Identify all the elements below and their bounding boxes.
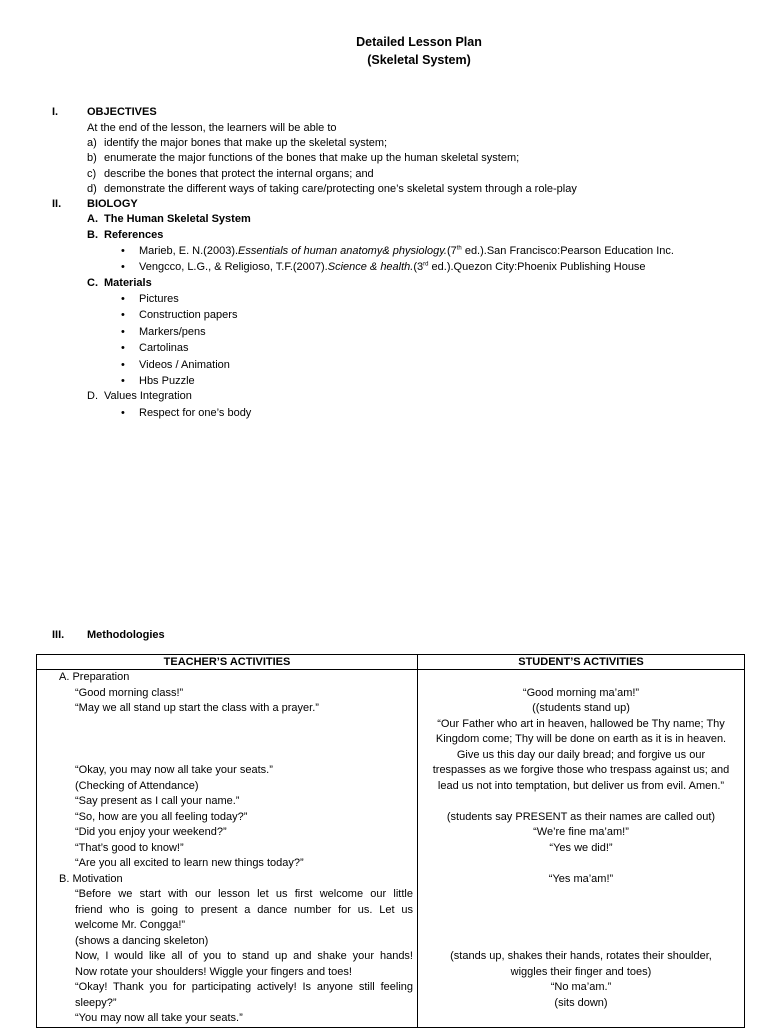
document-title: Detailed Lesson Plan bbox=[356, 35, 482, 49]
teacher-line: “Say present as I call your name.” bbox=[75, 795, 240, 807]
student-line bbox=[418, 1011, 744, 1027]
objective-letter: d) bbox=[87, 182, 97, 195]
teacher-line: B. Motivation bbox=[59, 872, 123, 885]
objective-item: demonstrate the different ways of taking care/protecting one’s skeletal system through a role-play bbox=[104, 182, 577, 195]
student-line bbox=[418, 918, 744, 934]
student-line bbox=[418, 856, 744, 872]
teacher-line: “Are you all excited to learn new things today?” bbox=[75, 857, 304, 869]
biology-references-heading: References bbox=[104, 229, 164, 241]
reference-item bbox=[139, 261, 646, 274]
bullet-icon: • bbox=[121, 309, 125, 322]
reference-item bbox=[139, 245, 674, 258]
objective-item: enumerate the major functions of the bones that make up the human skeletal system; bbox=[104, 152, 520, 165]
biology-letter-a: A. bbox=[87, 213, 98, 225]
student-line: “Yes ma’am!” bbox=[548, 872, 614, 885]
reference-title: Essentials of human anatomy& physiology. bbox=[238, 245, 447, 257]
reference-edition: (3 bbox=[413, 261, 424, 273]
bullet-icon: • bbox=[121, 261, 125, 273]
teacher-line: “Okay, you may now all take your seats.” bbox=[75, 764, 273, 776]
bullet-icon: • bbox=[121, 245, 125, 257]
teacher-line: “So, how are you all feeling today?” bbox=[75, 810, 248, 823]
teacher-line: “Good morning class!” bbox=[75, 686, 184, 699]
objective-letter: b) bbox=[87, 152, 97, 165]
teacher-line: Now, I would like all of you to stand up and shake your hands! bbox=[75, 950, 413, 962]
biology-topic-a: The Human Skeletal System bbox=[104, 213, 251, 225]
student-line bbox=[418, 670, 744, 686]
student-activities-header: STUDENT’S ACTIVITIES bbox=[418, 655, 745, 670]
biology-letter-d: D. bbox=[87, 390, 98, 402]
student-line: (sits down) bbox=[554, 996, 608, 1009]
biology-letter-c: C. bbox=[87, 277, 98, 289]
teacher-activities-header: TEACHER’S ACTIVITIES bbox=[37, 655, 418, 670]
material-item: Cartolinas bbox=[139, 342, 189, 355]
teacher-line: “Did you enjoy your weekend?” bbox=[75, 826, 227, 838]
student-line: “Yes we did!” bbox=[549, 841, 613, 854]
activities-table bbox=[36, 654, 745, 1028]
section-heading-methodologies: Methodologies bbox=[87, 629, 165, 641]
student-line bbox=[418, 903, 744, 919]
table-row bbox=[37, 670, 745, 1028]
bullet-icon: • bbox=[121, 358, 125, 371]
student-line bbox=[418, 934, 744, 950]
table-header-row bbox=[37, 655, 745, 670]
bullet-icon: • bbox=[121, 325, 125, 338]
student-line: “No ma’am.” bbox=[550, 981, 612, 993]
material-item: Markers/pens bbox=[139, 325, 206, 338]
teacher-line: “You may now all take your seats.” bbox=[75, 1012, 243, 1024]
student-line: “We’re fine ma’am!” bbox=[533, 826, 629, 838]
value-item: Respect for one’s body bbox=[139, 407, 252, 419]
reference-authors: Vengcco, L.G., & Religioso, T.F.(2007). bbox=[139, 261, 328, 273]
biology-letter-b: B. bbox=[87, 229, 98, 241]
objective-letter: c) bbox=[87, 167, 97, 180]
objective-item: identify the major bones that make up the skeletal system; bbox=[104, 137, 388, 149]
student-line: “Our Father who art in heaven, hallowed be Thy name; Thy bbox=[437, 717, 725, 730]
teacher-line: “Okay! Thank you for participating actively! Is anyone still feeling bbox=[75, 981, 413, 993]
student-line: wiggles their finger and toes) bbox=[510, 965, 652, 978]
student-line: trespasses as we forgive those who trespass against us; and bbox=[432, 764, 730, 776]
student-activities-cell bbox=[418, 670, 745, 1028]
bullet-icon: • bbox=[121, 293, 125, 305]
objectives-intro: At the end of the lesson, the learners will be able to bbox=[87, 122, 337, 134]
student-line: Kingdom come; Thy will be done on earth as it is in heaven. bbox=[435, 733, 727, 745]
bullet-icon: • bbox=[121, 407, 125, 419]
teacher-line: sleepy?” bbox=[75, 996, 117, 1009]
bullet-icon: • bbox=[121, 375, 125, 387]
teacher-line bbox=[37, 717, 417, 733]
section-numeral-methodologies: III. bbox=[52, 629, 65, 641]
teacher-activities-cell bbox=[37, 670, 418, 1028]
material-item: Videos / Animation bbox=[139, 358, 230, 371]
section-numeral-objectives: I. bbox=[52, 106, 59, 118]
student-line: Give us this day our daily bread; and forgive us our bbox=[456, 748, 706, 761]
reference-edition: (7 bbox=[446, 245, 457, 257]
teacher-line: Now rotate your shoulders! Wiggle your fingers and toes! bbox=[75, 965, 352, 978]
material-item: Pictures bbox=[139, 293, 179, 305]
objective-letter: a) bbox=[87, 137, 97, 149]
teacher-line: A. Preparation bbox=[59, 671, 130, 683]
teacher-line: “Before we start with our lesson let us first welcome our little bbox=[75, 888, 413, 900]
teacher-line: welcome Mr. Congga!” bbox=[75, 919, 186, 931]
student-line bbox=[418, 794, 744, 810]
teacher-line: “May we all stand up start the class with a prayer.” bbox=[75, 702, 319, 714]
biology-values-heading: Values Integration bbox=[104, 390, 192, 402]
student-line: lead us not into temptation, but deliver us from evil. Amen.” bbox=[437, 779, 725, 792]
teacher-line: “That’s good to know!” bbox=[75, 841, 184, 854]
teacher-line bbox=[37, 748, 417, 764]
teacher-line: (Checking of Attendance) bbox=[75, 779, 199, 792]
reference-edition-suffix: rd bbox=[423, 261, 429, 268]
student-line: (students say PRESENT as their names are called out) bbox=[446, 810, 716, 823]
student-line bbox=[418, 887, 744, 903]
bullet-icon: • bbox=[121, 342, 125, 355]
section-heading-objectives: OBJECTIVES bbox=[87, 106, 157, 118]
reference-edition-suffix: th bbox=[456, 245, 462, 252]
student-line: (stands up, shakes their hands, rotates their shoulder, bbox=[450, 950, 712, 962]
material-item: Construction papers bbox=[139, 309, 238, 322]
objective-item: describe the bones that protect the internal organs; and bbox=[104, 167, 374, 180]
material-item: Hbs Puzzle bbox=[139, 375, 195, 387]
reference-publisher: ed.).San Francisco:Pearson Education Inc. bbox=[461, 245, 674, 257]
section-heading-biology: BIOLOGY bbox=[87, 198, 138, 210]
teacher-line: friend who is going to present a dance number for us. Let us bbox=[75, 903, 413, 916]
teacher-line bbox=[37, 732, 417, 748]
student-line: ((students stand up) bbox=[532, 702, 630, 714]
reference-authors: Marieb, E. N.(2003). bbox=[139, 245, 239, 257]
biology-materials-heading: Materials bbox=[104, 277, 152, 289]
document-subtitle: (Skeletal System) bbox=[367, 53, 471, 67]
student-line: “Good morning ma’am!” bbox=[522, 686, 640, 699]
teacher-line: (shows a dancing skeleton) bbox=[75, 934, 209, 947]
section-numeral-biology: II. bbox=[52, 198, 62, 210]
reference-title: Science & health. bbox=[327, 261, 414, 273]
reference-publisher: ed.).Quezon City:Phoenix Publishing House bbox=[428, 261, 646, 273]
